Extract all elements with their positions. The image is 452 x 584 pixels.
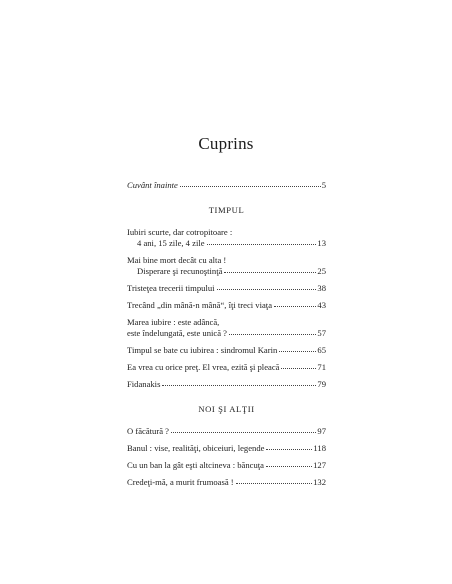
- toc-page-number: 97: [317, 426, 326, 436]
- toc-page-number: 71: [317, 362, 326, 372]
- leader-dots: [229, 334, 316, 335]
- section-heading-noi-si-altii: NOI ŞI ALŢII: [198, 404, 255, 414]
- toc-entry-text: Trecând „din mână-n mână“, îţi treci viaţa: [127, 300, 273, 310]
- toc-entry[interactable]: [127, 345, 326, 356]
- toc-entry-text: Ea vrea cu orice preţ. El vrea, ezită şi pleacă: [127, 362, 280, 372]
- toc-page-number: 132: [313, 477, 326, 487]
- leader-dots: [266, 449, 312, 450]
- toc-line: [127, 180, 326, 191]
- toc-page-number: 57: [317, 328, 326, 338]
- leader-dots: [281, 368, 316, 369]
- toc-entry[interactable]: [127, 443, 326, 454]
- toc-entry-text: Marea iubire : este adâncă,: [127, 317, 220, 327]
- toc-page-number: 38: [317, 283, 326, 293]
- toc-entry[interactable]: [127, 362, 326, 373]
- toc-entry[interactable]: [127, 477, 326, 488]
- toc-page-number: 5: [321, 180, 326, 190]
- leader-dots: [274, 306, 316, 307]
- toc-entry[interactable]: [127, 255, 326, 277]
- toc-line: [127, 255, 326, 266]
- toc-entry[interactable]: [127, 317, 326, 339]
- toc-line: [127, 362, 326, 373]
- toc-entry-text: Timpul se bate cu iubirea : sindromul Karin: [127, 345, 278, 355]
- toc-page-number: 65: [317, 345, 326, 355]
- leader-dots: [266, 466, 312, 467]
- leader-dots: [207, 244, 317, 245]
- toc-entry-text: Cuvânt înainte: [127, 180, 178, 190]
- toc-entry[interactable]: [127, 426, 326, 437]
- toc-page-number: 25: [317, 266, 326, 276]
- toc-entry-text: Credeţi-mă, a murit frumoasă !: [127, 477, 234, 487]
- leader-dots: [236, 483, 312, 484]
- toc-entry[interactable]: [127, 300, 326, 311]
- toc-entry-text: Banul : vise, realităţi, obiceiuri, legende: [127, 443, 265, 453]
- toc-line: [127, 227, 326, 238]
- toc-entry-text: este îndelungată, este unică ?: [127, 328, 227, 338]
- toc-line: [127, 460, 326, 471]
- toc-line: [127, 266, 326, 277]
- toc-line: [127, 426, 326, 437]
- toc-line: [127, 328, 326, 339]
- table-of-contents: [127, 180, 326, 494]
- toc-page-number: 43: [317, 300, 326, 310]
- toc-line: [127, 477, 326, 488]
- toc-line: [127, 379, 326, 390]
- leader-dots: [162, 385, 316, 386]
- leader-dots: [180, 186, 321, 187]
- toc-entry-text: Fidanakis: [127, 379, 161, 389]
- toc-line: [127, 317, 326, 328]
- toc-line: [127, 443, 326, 454]
- toc-entry-text: 4 ani, 15 zile, 4 zile: [137, 238, 205, 248]
- toc-page-number: 79: [317, 379, 326, 389]
- leader-dots: [171, 432, 316, 433]
- toc-entry[interactable]: [127, 460, 326, 471]
- toc-entry-text: Iubiri scurte, dar cotropitoare :: [127, 227, 233, 237]
- toc-entry-text: Tristeţea trecerii timpului: [127, 283, 215, 293]
- leader-dots: [279, 351, 316, 352]
- toc-line: [127, 283, 326, 294]
- toc-page-number: 127: [313, 460, 326, 470]
- toc-entry[interactable]: [127, 283, 326, 294]
- toc-entry-text: Cu un ban la gât eşti altcineva : băncuţa: [127, 460, 264, 470]
- toc-page-number: 118: [313, 443, 326, 453]
- leader-dots: [224, 272, 316, 273]
- toc-entry-text: O făcătură ?: [127, 426, 169, 436]
- toc-line: [127, 300, 326, 311]
- toc-entry-foreword[interactable]: [127, 180, 326, 191]
- toc-entry-text: Disperare şi recunoştinţă: [137, 266, 223, 276]
- leader-dots: [217, 289, 317, 290]
- section-heading-timpul: TIMPUL: [208, 205, 245, 215]
- toc-entry-text: Mai bine mort decât cu alta !: [127, 255, 227, 265]
- page-title: Cuprins: [198, 134, 254, 153]
- toc-entry[interactable]: [127, 379, 326, 390]
- toc-line: [127, 345, 326, 356]
- toc-page-number: 13: [317, 238, 326, 248]
- toc-entry[interactable]: [127, 227, 326, 249]
- toc-line: [127, 238, 326, 249]
